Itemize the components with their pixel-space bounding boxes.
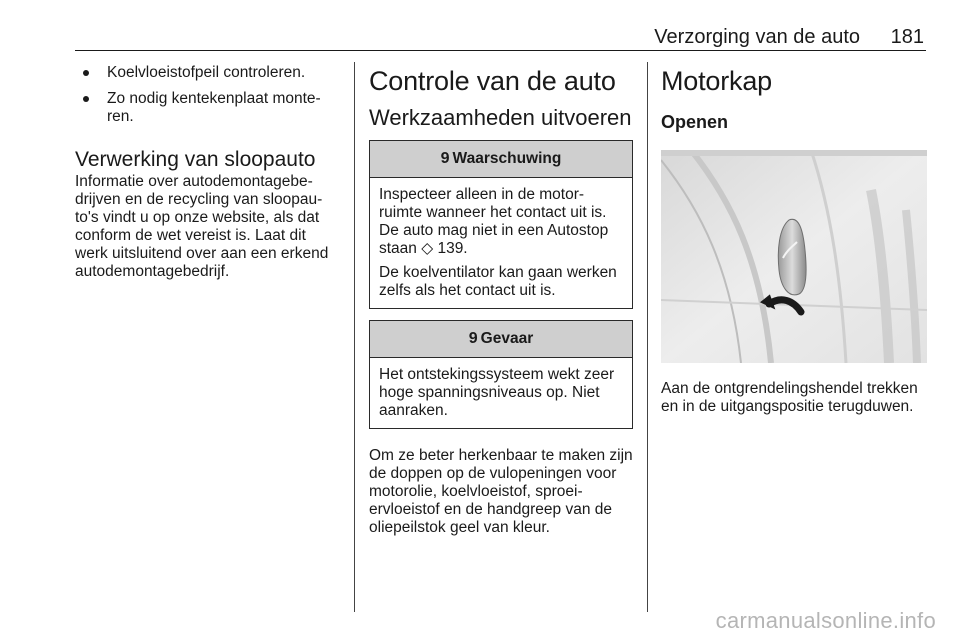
warning-header [370,141,632,178]
column-1 [75,64,340,281]
list-item [75,64,340,82]
section-heading: Verwerking van sloopauto [75,148,316,171]
section-title: Motorkap [661,66,772,96]
danger-label: Gevaar [480,330,534,347]
hood-release-illustration [661,150,927,363]
page-header [75,24,926,51]
bullet-icon [83,70,89,76]
warning-box [369,140,633,309]
column-divider [647,62,648,612]
list-item-text: Koelvloeistofpeil controleren. [107,64,306,81]
body-paragraph: Om ze beter herkenbaar te maken zijn de doppen op de vulopeningen voor motorolie, koelvloeistof, sproei-ervloeistof en de handgreep van de oliepeilstok geel van kleur. [369,447,633,536]
hood-release-lever-image [661,150,927,363]
column-2 [369,64,633,537]
watermark: carmanualsonline.info [715,608,936,633]
danger-text: Het ontstekingssysteem wekt zeer hoge spanningsniveaus op. Niet aanraken. [379,366,615,419]
danger-body [370,358,632,428]
list-item-text: Zo nodig kentekenplaat monte-ren. [107,90,321,125]
subsection-title: Werkzaamheden uitvoeren [369,105,632,130]
warning-icon: 9 [440,150,450,167]
warning-label: Waarschuwing [452,150,562,167]
column-divider [354,62,355,612]
chapter-title: Controle van de auto [369,66,616,96]
column-3 [661,64,927,432]
figure-caption: Aan de ontgrendelingshendel trekken en in de uitgangspositie terugduwen. [661,380,918,415]
warning-body [370,178,632,308]
header-title: Verzorging van de auto [654,26,860,48]
list-item [75,90,340,126]
page-number: 181 [890,26,924,48]
warning-text: Inspecteer alleen in de motor-ruimte wanneer het contact uit is. De auto mag niet in een Autostop staan ◇ 139. [379,186,609,257]
bullet-icon [83,96,89,102]
danger-header [370,321,632,358]
bullet-list [75,64,340,126]
warning-text: De koelventilator kan gaan werken zelfs als het contact uit is. [379,264,617,299]
section-text: Informatie over autodemontagebe-drijven en de recycling van sloopau-to's vindt u op onze website, als dat conform de wet vereist is. Laat dit werk uitsluitend over aan een erkend autodemontagebedrijf. [75,173,329,280]
danger-box [369,320,633,429]
warning-icon: 9 [468,330,478,347]
subsection-title: Openen [661,112,729,132]
